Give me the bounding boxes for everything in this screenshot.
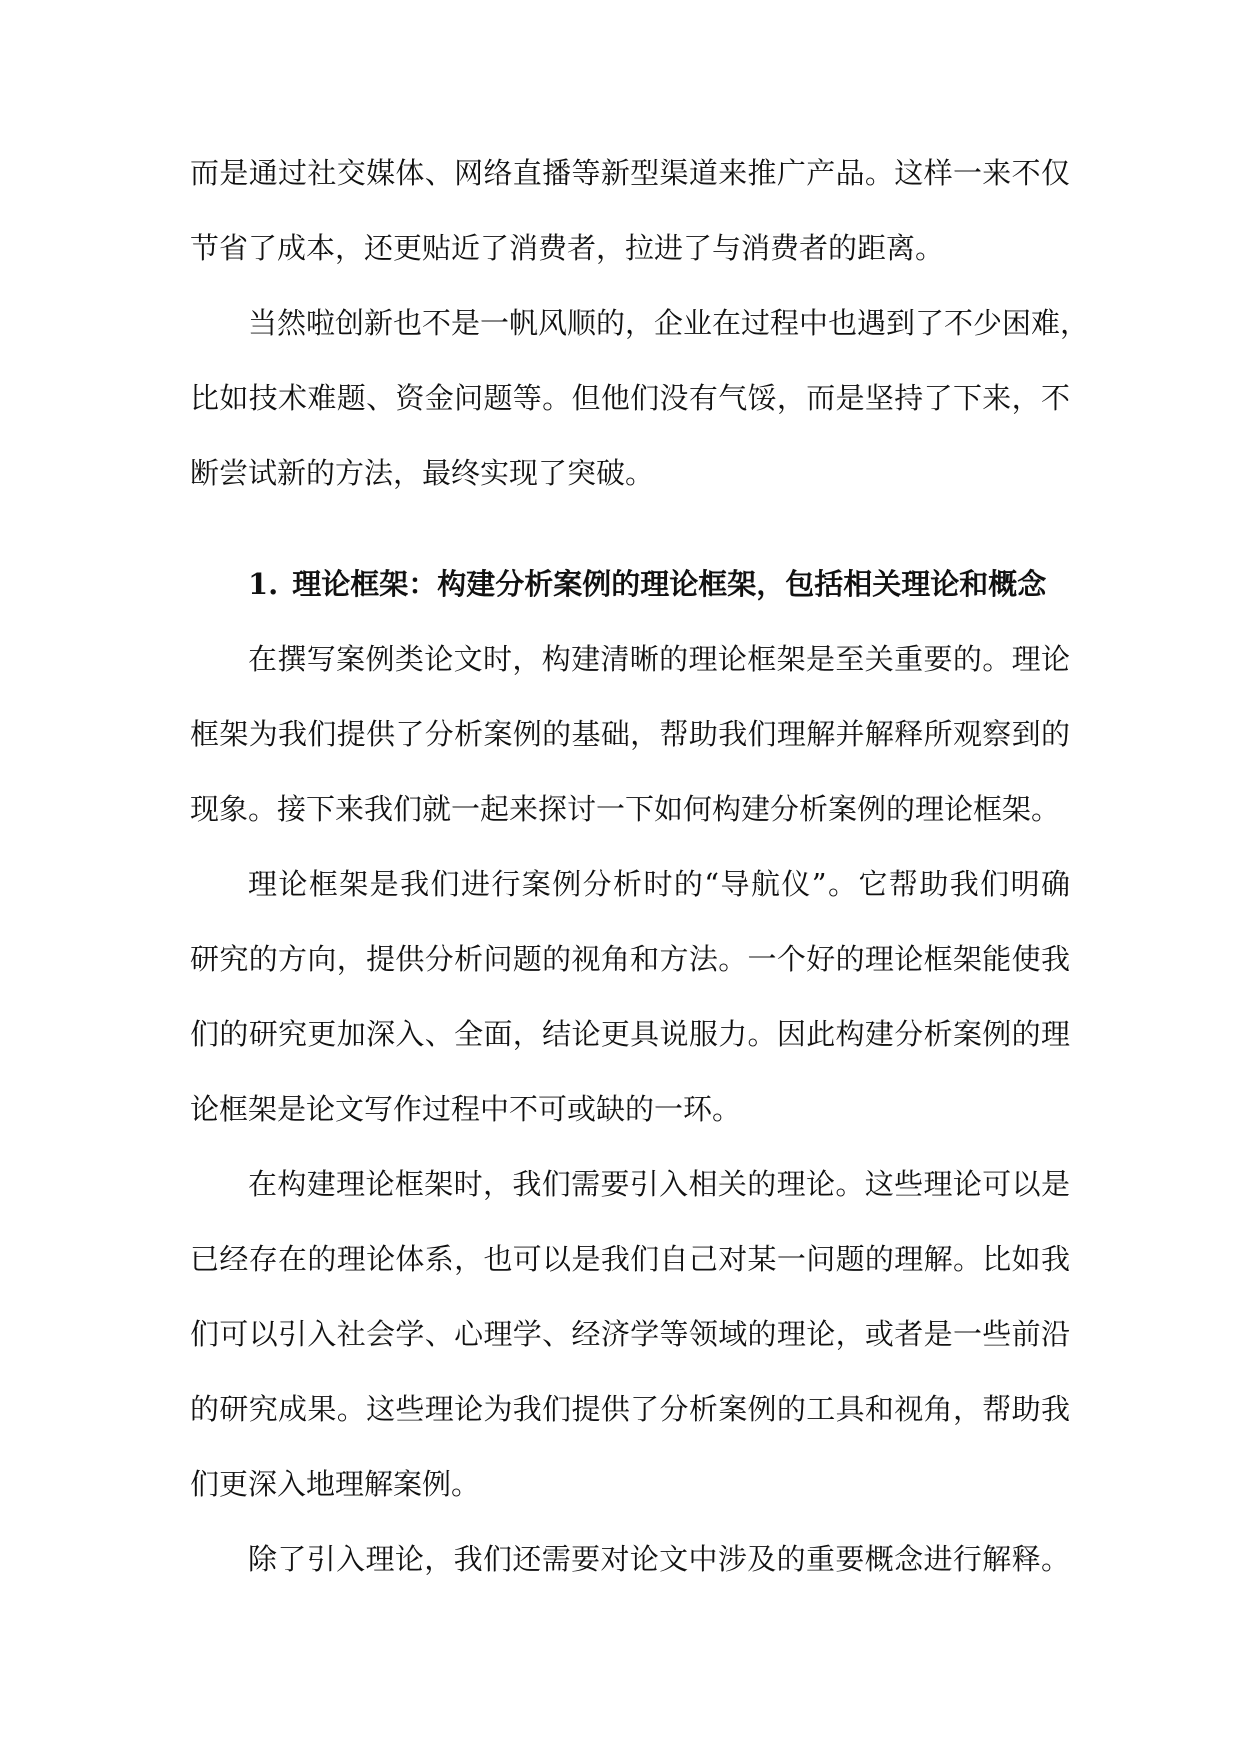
text-line: 研究的方向，提供分析问题的视角和方法。一个好的理论框架能使我: [190, 942, 1070, 976]
section-heading: [190, 547, 1070, 622]
text-line: 论框架是论文写作过程中不可或缺的一环。: [190, 1092, 742, 1126]
text-line: 在构建理论框架时，我们需要引入相关的理论。这些理论可以是: [248, 1167, 1070, 1201]
intro-paragraph: [190, 136, 1070, 286]
section-number: 1.: [248, 567, 279, 601]
section-title: 理论框架：构建分析案例的理论框架，包括相关理论和概念: [292, 567, 1047, 601]
paragraph-framework-intro: [190, 622, 1070, 847]
text-line: 而是通过社交媒体、网络直播等新型渠道来推广产品。这样一来不仅: [190, 156, 1070, 190]
text-line: 的研究成果。这些理论为我们提供了分析案例的工具和视角，帮助我: [190, 1392, 1070, 1426]
document-page: [190, 136, 1090, 1597]
text-line: 框架为我们提供了分析案例的基础，帮助我们理解并解释所观察到的: [190, 717, 1070, 751]
paragraph-concepts: [190, 1522, 1070, 1597]
text-line: 们更深入地理解案例。: [190, 1467, 481, 1501]
text-line: 节省了成本，还更贴近了消费者，拉进了与消费者的距离。: [190, 231, 945, 265]
text-line: 断尝试新的方法，最终实现了突破。: [190, 456, 655, 490]
text-line: 现象。接下来我们就一起来探讨一下如何构建分析案例的理论框架。: [190, 792, 1061, 826]
text-line: 除了引入理论，我们还需要对论文中涉及的重要概念进行解释。: [248, 1542, 1070, 1576]
text-line: 们可以引入社会学、心理学、经济学等领域的理论，或者是一些前沿: [190, 1317, 1070, 1351]
text-line: 当然啦创新也不是一帆风顺的，企业在过程中也遇到了不少困难，: [248, 306, 1090, 340]
text-line: 比如技术难题、资金问题等。但他们没有气馁，而是坚持了下来，不: [190, 381, 1070, 415]
text-line: 已经存在的理论体系，也可以是我们自己对某一问题的理解。比如我: [190, 1242, 1070, 1276]
paragraph-framework-navigator: [190, 847, 1070, 1147]
paragraph-introduce-theories: [190, 1147, 1070, 1522]
text-line: 在撰写案例类论文时，构建清晰的理论框架是至关重要的。理论: [248, 642, 1070, 676]
paragraph-innovation-difficulties: [190, 286, 1090, 511]
text-line: 理论框架是我们进行案例分析时的“导航仪”。它帮助我们明确: [248, 867, 1070, 901]
text-line: 们的研究更加深入、全面，结论更具说服力。因此构建分析案例的理: [190, 1017, 1070, 1051]
